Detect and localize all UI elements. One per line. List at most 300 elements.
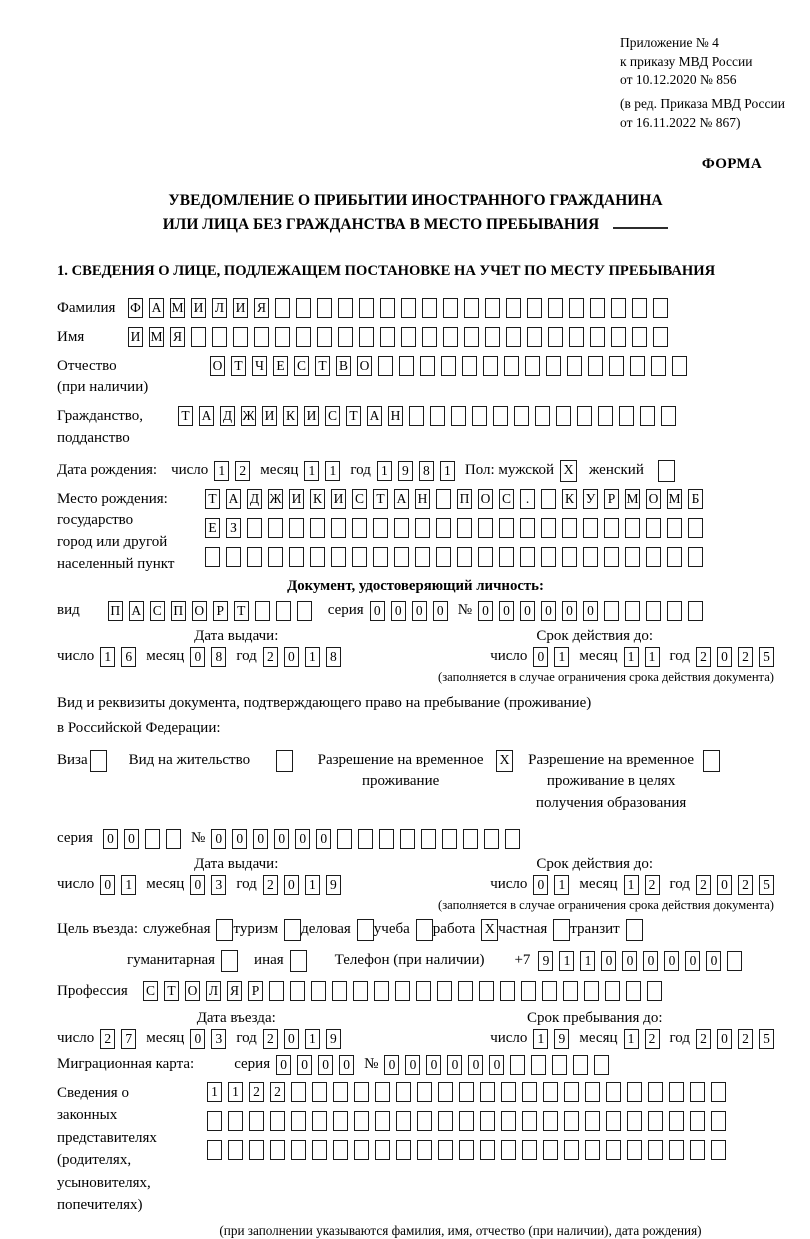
char-cell[interactable]: 3: [211, 875, 226, 895]
char-cell[interactable]: [527, 327, 542, 347]
char-cell[interactable]: 1: [305, 1029, 320, 1049]
char-cell[interactable]: 0: [276, 1055, 291, 1075]
char-cell[interactable]: О: [192, 601, 207, 621]
char-cell[interactable]: [268, 547, 283, 567]
char-cell[interactable]: 0: [499, 601, 514, 621]
birth-place-row3-input[interactable]: [205, 547, 703, 567]
char-cell[interactable]: [436, 489, 451, 509]
char-cell[interactable]: 7: [121, 1029, 136, 1049]
char-cell[interactable]: [500, 981, 515, 1001]
char-cell[interactable]: [415, 518, 430, 538]
doc-series-input[interactable]: [370, 601, 448, 621]
char-cell[interactable]: [543, 1111, 558, 1131]
char-cell[interactable]: [672, 356, 687, 376]
char-cell[interactable]: [269, 981, 284, 1001]
char-cell[interactable]: Р: [213, 601, 228, 621]
char-cell[interactable]: 0: [211, 829, 226, 849]
char-cell[interactable]: М: [170, 298, 185, 318]
char-cell[interactable]: П: [108, 601, 123, 621]
char-cell[interactable]: [632, 298, 647, 318]
char-cell[interactable]: [573, 1055, 588, 1075]
char-cell[interactable]: [443, 327, 458, 347]
char-cell[interactable]: [275, 298, 290, 318]
char-cell[interactable]: [563, 981, 578, 1001]
char-cell[interactable]: [569, 298, 584, 318]
char-cell[interactable]: [562, 518, 577, 538]
char-cell[interactable]: [609, 356, 624, 376]
char-cell[interactable]: 0: [664, 951, 679, 971]
char-cell[interactable]: [394, 547, 409, 567]
issue-year-input[interactable]: [263, 647, 341, 667]
char-cell[interactable]: Ж: [268, 489, 283, 509]
char-cell[interactable]: 0: [295, 829, 310, 849]
char-cell[interactable]: [619, 406, 634, 426]
char-cell[interactable]: [506, 298, 521, 318]
purpose-official-checkbox[interactable]: [216, 919, 233, 941]
purpose-humanitarian-checkbox[interactable]: [221, 950, 238, 972]
char-cell[interactable]: [438, 1082, 453, 1102]
char-cell[interactable]: 0: [412, 601, 427, 621]
char-cell[interactable]: 2: [696, 647, 711, 667]
char-cell[interactable]: С: [143, 981, 158, 1001]
char-cell[interactable]: [374, 981, 389, 1001]
char-cell[interactable]: [291, 1140, 306, 1160]
char-cell[interactable]: [451, 406, 466, 426]
char-cell[interactable]: [688, 601, 703, 621]
char-cell[interactable]: [417, 1082, 432, 1102]
char-cell[interactable]: М: [667, 489, 682, 509]
char-cell[interactable]: 2: [100, 1029, 115, 1049]
char-cell[interactable]: 0: [391, 601, 406, 621]
char-cell[interactable]: [375, 1082, 390, 1102]
char-cell[interactable]: В: [336, 356, 351, 376]
char-cell[interactable]: [480, 1082, 495, 1102]
char-cell[interactable]: 0: [103, 829, 118, 849]
char-cell[interactable]: [463, 829, 478, 849]
char-cell[interactable]: 0: [232, 829, 247, 849]
char-cell[interactable]: [521, 981, 536, 1001]
char-cell[interactable]: [493, 406, 508, 426]
char-cell[interactable]: 3: [211, 1029, 226, 1049]
char-cell[interactable]: О: [185, 981, 200, 1001]
char-cell[interactable]: [604, 601, 619, 621]
char-cell[interactable]: [312, 1082, 327, 1102]
char-cell[interactable]: А: [367, 406, 382, 426]
char-cell[interactable]: 0: [433, 601, 448, 621]
migration-number-input[interactable]: [384, 1055, 609, 1075]
char-cell[interactable]: 0: [468, 1055, 483, 1075]
char-cell[interactable]: У: [583, 489, 598, 509]
char-cell[interactable]: [290, 981, 305, 1001]
char-cell[interactable]: [611, 298, 626, 318]
char-cell[interactable]: 0: [717, 647, 732, 667]
char-cell[interactable]: [443, 298, 458, 318]
char-cell[interactable]: [205, 547, 220, 567]
char-cell[interactable]: 2: [235, 461, 250, 481]
char-cell[interactable]: [438, 1111, 453, 1131]
char-cell[interactable]: 0: [520, 601, 535, 621]
char-cell[interactable]: Н: [415, 489, 430, 509]
surname-input[interactable]: [128, 298, 668, 318]
char-cell[interactable]: 0: [706, 951, 721, 971]
visa-checkbox[interactable]: [90, 750, 107, 772]
char-cell[interactable]: 0: [100, 875, 115, 895]
char-cell[interactable]: [401, 327, 416, 347]
char-cell[interactable]: Я: [227, 981, 242, 1001]
char-cell[interactable]: [606, 1082, 621, 1102]
char-cell[interactable]: 0: [124, 829, 139, 849]
char-cell[interactable]: [480, 1140, 495, 1160]
char-cell[interactable]: [648, 1082, 663, 1102]
char-cell[interactable]: 0: [370, 601, 385, 621]
char-cell[interactable]: [626, 981, 641, 1001]
char-cell[interactable]: [522, 1111, 537, 1131]
char-cell[interactable]: [228, 1140, 243, 1160]
char-cell[interactable]: [310, 547, 325, 567]
citizenship-input[interactable]: [178, 406, 676, 426]
char-cell[interactable]: 2: [738, 647, 753, 667]
profession-input[interactable]: [143, 981, 662, 1001]
representatives-row1-input[interactable]: [207, 1082, 726, 1102]
char-cell[interactable]: [422, 298, 437, 318]
char-cell[interactable]: [546, 356, 561, 376]
char-cell[interactable]: [462, 356, 477, 376]
char-cell[interactable]: [646, 547, 661, 567]
char-cell[interactable]: [567, 356, 582, 376]
char-cell[interactable]: [438, 1140, 453, 1160]
residence-issue-day-input[interactable]: [100, 875, 136, 895]
char-cell[interactable]: [379, 829, 394, 849]
char-cell[interactable]: 1: [207, 1082, 222, 1102]
char-cell[interactable]: [270, 1111, 285, 1131]
char-cell[interactable]: [604, 518, 619, 538]
char-cell[interactable]: [396, 1140, 411, 1160]
char-cell[interactable]: [415, 547, 430, 567]
char-cell[interactable]: [296, 327, 311, 347]
char-cell[interactable]: [564, 1111, 579, 1131]
temp-residence-edu-checkbox[interactable]: [703, 750, 720, 772]
char-cell[interactable]: 1: [645, 647, 660, 667]
char-cell[interactable]: [359, 298, 374, 318]
char-cell[interactable]: 1: [554, 647, 569, 667]
char-cell[interactable]: [541, 489, 556, 509]
char-cell[interactable]: [331, 518, 346, 538]
char-cell[interactable]: [417, 1111, 432, 1131]
char-cell[interactable]: [226, 547, 241, 567]
char-cell[interactable]: [354, 1082, 369, 1102]
char-cell[interactable]: [542, 981, 557, 1001]
char-cell[interactable]: 0: [562, 601, 577, 621]
char-cell[interactable]: [333, 1082, 348, 1102]
char-cell[interactable]: [289, 518, 304, 538]
char-cell[interactable]: [688, 547, 703, 567]
char-cell[interactable]: 0: [405, 1055, 420, 1075]
char-cell[interactable]: [375, 1140, 390, 1160]
char-cell[interactable]: Е: [273, 356, 288, 376]
residence-permit-checkbox[interactable]: [276, 750, 293, 772]
char-cell[interactable]: [249, 1140, 264, 1160]
residence-series-input[interactable]: [103, 829, 181, 849]
char-cell[interactable]: И: [262, 406, 277, 426]
char-cell[interactable]: 2: [263, 1029, 278, 1049]
issue-day-input[interactable]: [100, 647, 136, 667]
char-cell[interactable]: А: [394, 489, 409, 509]
char-cell[interactable]: [353, 981, 368, 1001]
residence-valid-year-input[interactable]: [696, 875, 774, 895]
char-cell[interactable]: [409, 406, 424, 426]
char-cell[interactable]: [352, 518, 367, 538]
char-cell[interactable]: Т: [231, 356, 246, 376]
doc-kind-input[interactable]: [108, 601, 312, 621]
char-cell[interactable]: Я: [254, 298, 269, 318]
char-cell[interactable]: [646, 601, 661, 621]
char-cell[interactable]: 5: [759, 875, 774, 895]
issue-month-input[interactable]: [190, 647, 226, 667]
char-cell[interactable]: [520, 518, 535, 538]
char-cell[interactable]: С: [352, 489, 367, 509]
char-cell[interactable]: [254, 327, 269, 347]
char-cell[interactable]: [472, 406, 487, 426]
male-checkbox[interactable]: X: [560, 460, 577, 482]
char-cell[interactable]: [543, 1082, 558, 1102]
char-cell[interactable]: [421, 829, 436, 849]
char-cell[interactable]: 0: [622, 951, 637, 971]
char-cell[interactable]: [504, 356, 519, 376]
char-cell[interactable]: [711, 1140, 726, 1160]
stay-day-input[interactable]: [533, 1029, 569, 1049]
char-cell[interactable]: [505, 829, 520, 849]
char-cell[interactable]: П: [171, 601, 186, 621]
char-cell[interactable]: [436, 547, 451, 567]
char-cell[interactable]: 0: [685, 951, 700, 971]
char-cell[interactable]: [333, 1140, 348, 1160]
char-cell[interactable]: [311, 981, 326, 1001]
char-cell[interactable]: [590, 327, 605, 347]
char-cell[interactable]: [291, 1082, 306, 1102]
char-cell[interactable]: [653, 327, 668, 347]
char-cell[interactable]: Р: [248, 981, 263, 1001]
char-cell[interactable]: Т: [178, 406, 193, 426]
char-cell[interactable]: М: [625, 489, 640, 509]
entry-month-input[interactable]: [190, 1029, 226, 1049]
char-cell[interactable]: 1: [624, 1029, 639, 1049]
female-checkbox[interactable]: [658, 460, 675, 482]
char-cell[interactable]: [606, 1140, 621, 1160]
birth-place-row1-input[interactable]: [205, 489, 703, 509]
char-cell[interactable]: З: [226, 518, 241, 538]
char-cell[interactable]: [590, 298, 605, 318]
given-name-input[interactable]: [128, 327, 668, 347]
char-cell[interactable]: 0: [253, 829, 268, 849]
char-cell[interactable]: [585, 1082, 600, 1102]
char-cell[interactable]: [457, 547, 472, 567]
char-cell[interactable]: [459, 1111, 474, 1131]
char-cell[interactable]: [442, 829, 457, 849]
char-cell[interactable]: 0: [316, 829, 331, 849]
char-cell[interactable]: [485, 327, 500, 347]
migration-series-input[interactable]: [276, 1055, 354, 1075]
char-cell[interactable]: 9: [554, 1029, 569, 1049]
purpose-work-checkbox[interactable]: X: [481, 919, 498, 941]
char-cell[interactable]: [480, 1111, 495, 1131]
char-cell[interactable]: [648, 1111, 663, 1131]
char-cell[interactable]: 1: [100, 647, 115, 667]
char-cell[interactable]: Т: [373, 489, 388, 509]
char-cell[interactable]: Ф: [128, 298, 143, 318]
char-cell[interactable]: И: [128, 327, 143, 347]
char-cell[interactable]: 1: [377, 461, 392, 481]
char-cell[interactable]: И: [191, 298, 206, 318]
char-cell[interactable]: [399, 356, 414, 376]
char-cell[interactable]: 0: [274, 829, 289, 849]
char-cell[interactable]: 1: [305, 647, 320, 667]
char-cell[interactable]: [255, 601, 270, 621]
char-cell[interactable]: [627, 1111, 642, 1131]
char-cell[interactable]: [604, 547, 619, 567]
char-cell[interactable]: [401, 298, 416, 318]
char-cell[interactable]: 1: [214, 461, 229, 481]
char-cell[interactable]: Т: [234, 601, 249, 621]
residence-valid-month-input[interactable]: [624, 875, 660, 895]
char-cell[interactable]: 0: [190, 1029, 205, 1049]
char-cell[interactable]: [312, 1140, 327, 1160]
char-cell[interactable]: О: [210, 356, 225, 376]
temp-residence-checkbox[interactable]: X: [496, 750, 513, 772]
valid-day-input[interactable]: [533, 647, 569, 667]
char-cell[interactable]: 0: [489, 1055, 504, 1075]
char-cell[interactable]: [485, 298, 500, 318]
char-cell[interactable]: [661, 406, 676, 426]
char-cell[interactable]: [354, 1111, 369, 1131]
char-cell[interactable]: [228, 1111, 243, 1131]
char-cell[interactable]: 1: [121, 875, 136, 895]
char-cell[interactable]: [510, 1055, 525, 1075]
char-cell[interactable]: [647, 981, 662, 1001]
char-cell[interactable]: 8: [211, 647, 226, 667]
char-cell[interactable]: [317, 327, 332, 347]
char-cell[interactable]: [506, 327, 521, 347]
char-cell[interactable]: А: [199, 406, 214, 426]
char-cell[interactable]: [484, 829, 499, 849]
char-cell[interactable]: [564, 1140, 579, 1160]
char-cell[interactable]: [380, 327, 395, 347]
char-cell[interactable]: Б: [688, 489, 703, 509]
char-cell[interactable]: [249, 1111, 264, 1131]
char-cell[interactable]: 0: [426, 1055, 441, 1075]
residence-number-input[interactable]: [211, 829, 520, 849]
char-cell[interactable]: 1: [559, 951, 574, 971]
char-cell[interactable]: А: [226, 489, 241, 509]
char-cell[interactable]: [522, 1140, 537, 1160]
char-cell[interactable]: [420, 356, 435, 376]
char-cell[interactable]: О: [478, 489, 493, 509]
char-cell[interactable]: С: [499, 489, 514, 509]
char-cell[interactable]: [669, 1140, 684, 1160]
char-cell[interactable]: К: [562, 489, 577, 509]
char-cell[interactable]: О: [646, 489, 661, 509]
char-cell[interactable]: [584, 981, 599, 1001]
char-cell[interactable]: 0: [643, 951, 658, 971]
char-cell[interactable]: [543, 1140, 558, 1160]
purpose-business-checkbox[interactable]: [357, 919, 374, 941]
char-cell[interactable]: [564, 1082, 579, 1102]
valid-month-input[interactable]: [624, 647, 660, 667]
char-cell[interactable]: 9: [326, 875, 341, 895]
char-cell[interactable]: [483, 356, 498, 376]
char-cell[interactable]: [275, 327, 290, 347]
char-cell[interactable]: [606, 1111, 621, 1131]
char-cell[interactable]: 0: [447, 1055, 462, 1075]
char-cell[interactable]: 2: [738, 1029, 753, 1049]
char-cell[interactable]: 1: [304, 461, 319, 481]
char-cell[interactable]: [268, 518, 283, 538]
char-cell[interactable]: [669, 1111, 684, 1131]
char-cell[interactable]: [520, 547, 535, 567]
char-cell[interactable]: [499, 547, 514, 567]
char-cell[interactable]: [514, 406, 529, 426]
char-cell[interactable]: Т: [205, 489, 220, 509]
char-cell[interactable]: Л: [212, 298, 227, 318]
char-cell[interactable]: [276, 601, 291, 621]
char-cell[interactable]: [331, 547, 346, 567]
char-cell[interactable]: 9: [326, 1029, 341, 1049]
char-cell[interactable]: [667, 518, 682, 538]
char-cell[interactable]: [354, 1140, 369, 1160]
char-cell[interactable]: [605, 981, 620, 1001]
birth-place-row2-input[interactable]: [205, 518, 703, 538]
char-cell[interactable]: Ж: [241, 406, 256, 426]
char-cell[interactable]: [479, 981, 494, 1001]
char-cell[interactable]: [611, 327, 626, 347]
char-cell[interactable]: А: [129, 601, 144, 621]
char-cell[interactable]: Д: [247, 489, 262, 509]
char-cell[interactable]: [457, 518, 472, 538]
char-cell[interactable]: [711, 1111, 726, 1131]
stay-month-input[interactable]: [624, 1029, 660, 1049]
char-cell[interactable]: [291, 1111, 306, 1131]
char-cell[interactable]: [501, 1082, 516, 1102]
char-cell[interactable]: Л: [206, 981, 221, 1001]
char-cell[interactable]: Т: [164, 981, 179, 1001]
char-cell[interactable]: [458, 981, 473, 1001]
char-cell[interactable]: [247, 547, 262, 567]
char-cell[interactable]: [541, 547, 556, 567]
char-cell[interactable]: [531, 1055, 546, 1075]
char-cell[interactable]: 1: [624, 875, 639, 895]
char-cell[interactable]: [380, 298, 395, 318]
char-cell[interactable]: Я: [170, 327, 185, 347]
char-cell[interactable]: [212, 327, 227, 347]
char-cell[interactable]: 2: [645, 875, 660, 895]
char-cell[interactable]: [690, 1082, 705, 1102]
char-cell[interactable]: 0: [478, 601, 493, 621]
char-cell[interactable]: 2: [249, 1082, 264, 1102]
char-cell[interactable]: 9: [538, 951, 553, 971]
char-cell[interactable]: [562, 547, 577, 567]
char-cell[interactable]: [585, 1111, 600, 1131]
birth-year-input[interactable]: [377, 461, 455, 481]
char-cell[interactable]: [145, 829, 160, 849]
phone-input[interactable]: [538, 951, 742, 971]
char-cell[interactable]: 5: [759, 1029, 774, 1049]
char-cell[interactable]: [640, 406, 655, 426]
char-cell[interactable]: 1: [325, 461, 340, 481]
char-cell[interactable]: [247, 518, 262, 538]
char-cell[interactable]: [583, 547, 598, 567]
char-cell[interactable]: [501, 1140, 516, 1160]
char-cell[interactable]: [588, 356, 603, 376]
char-cell[interactable]: [632, 327, 647, 347]
